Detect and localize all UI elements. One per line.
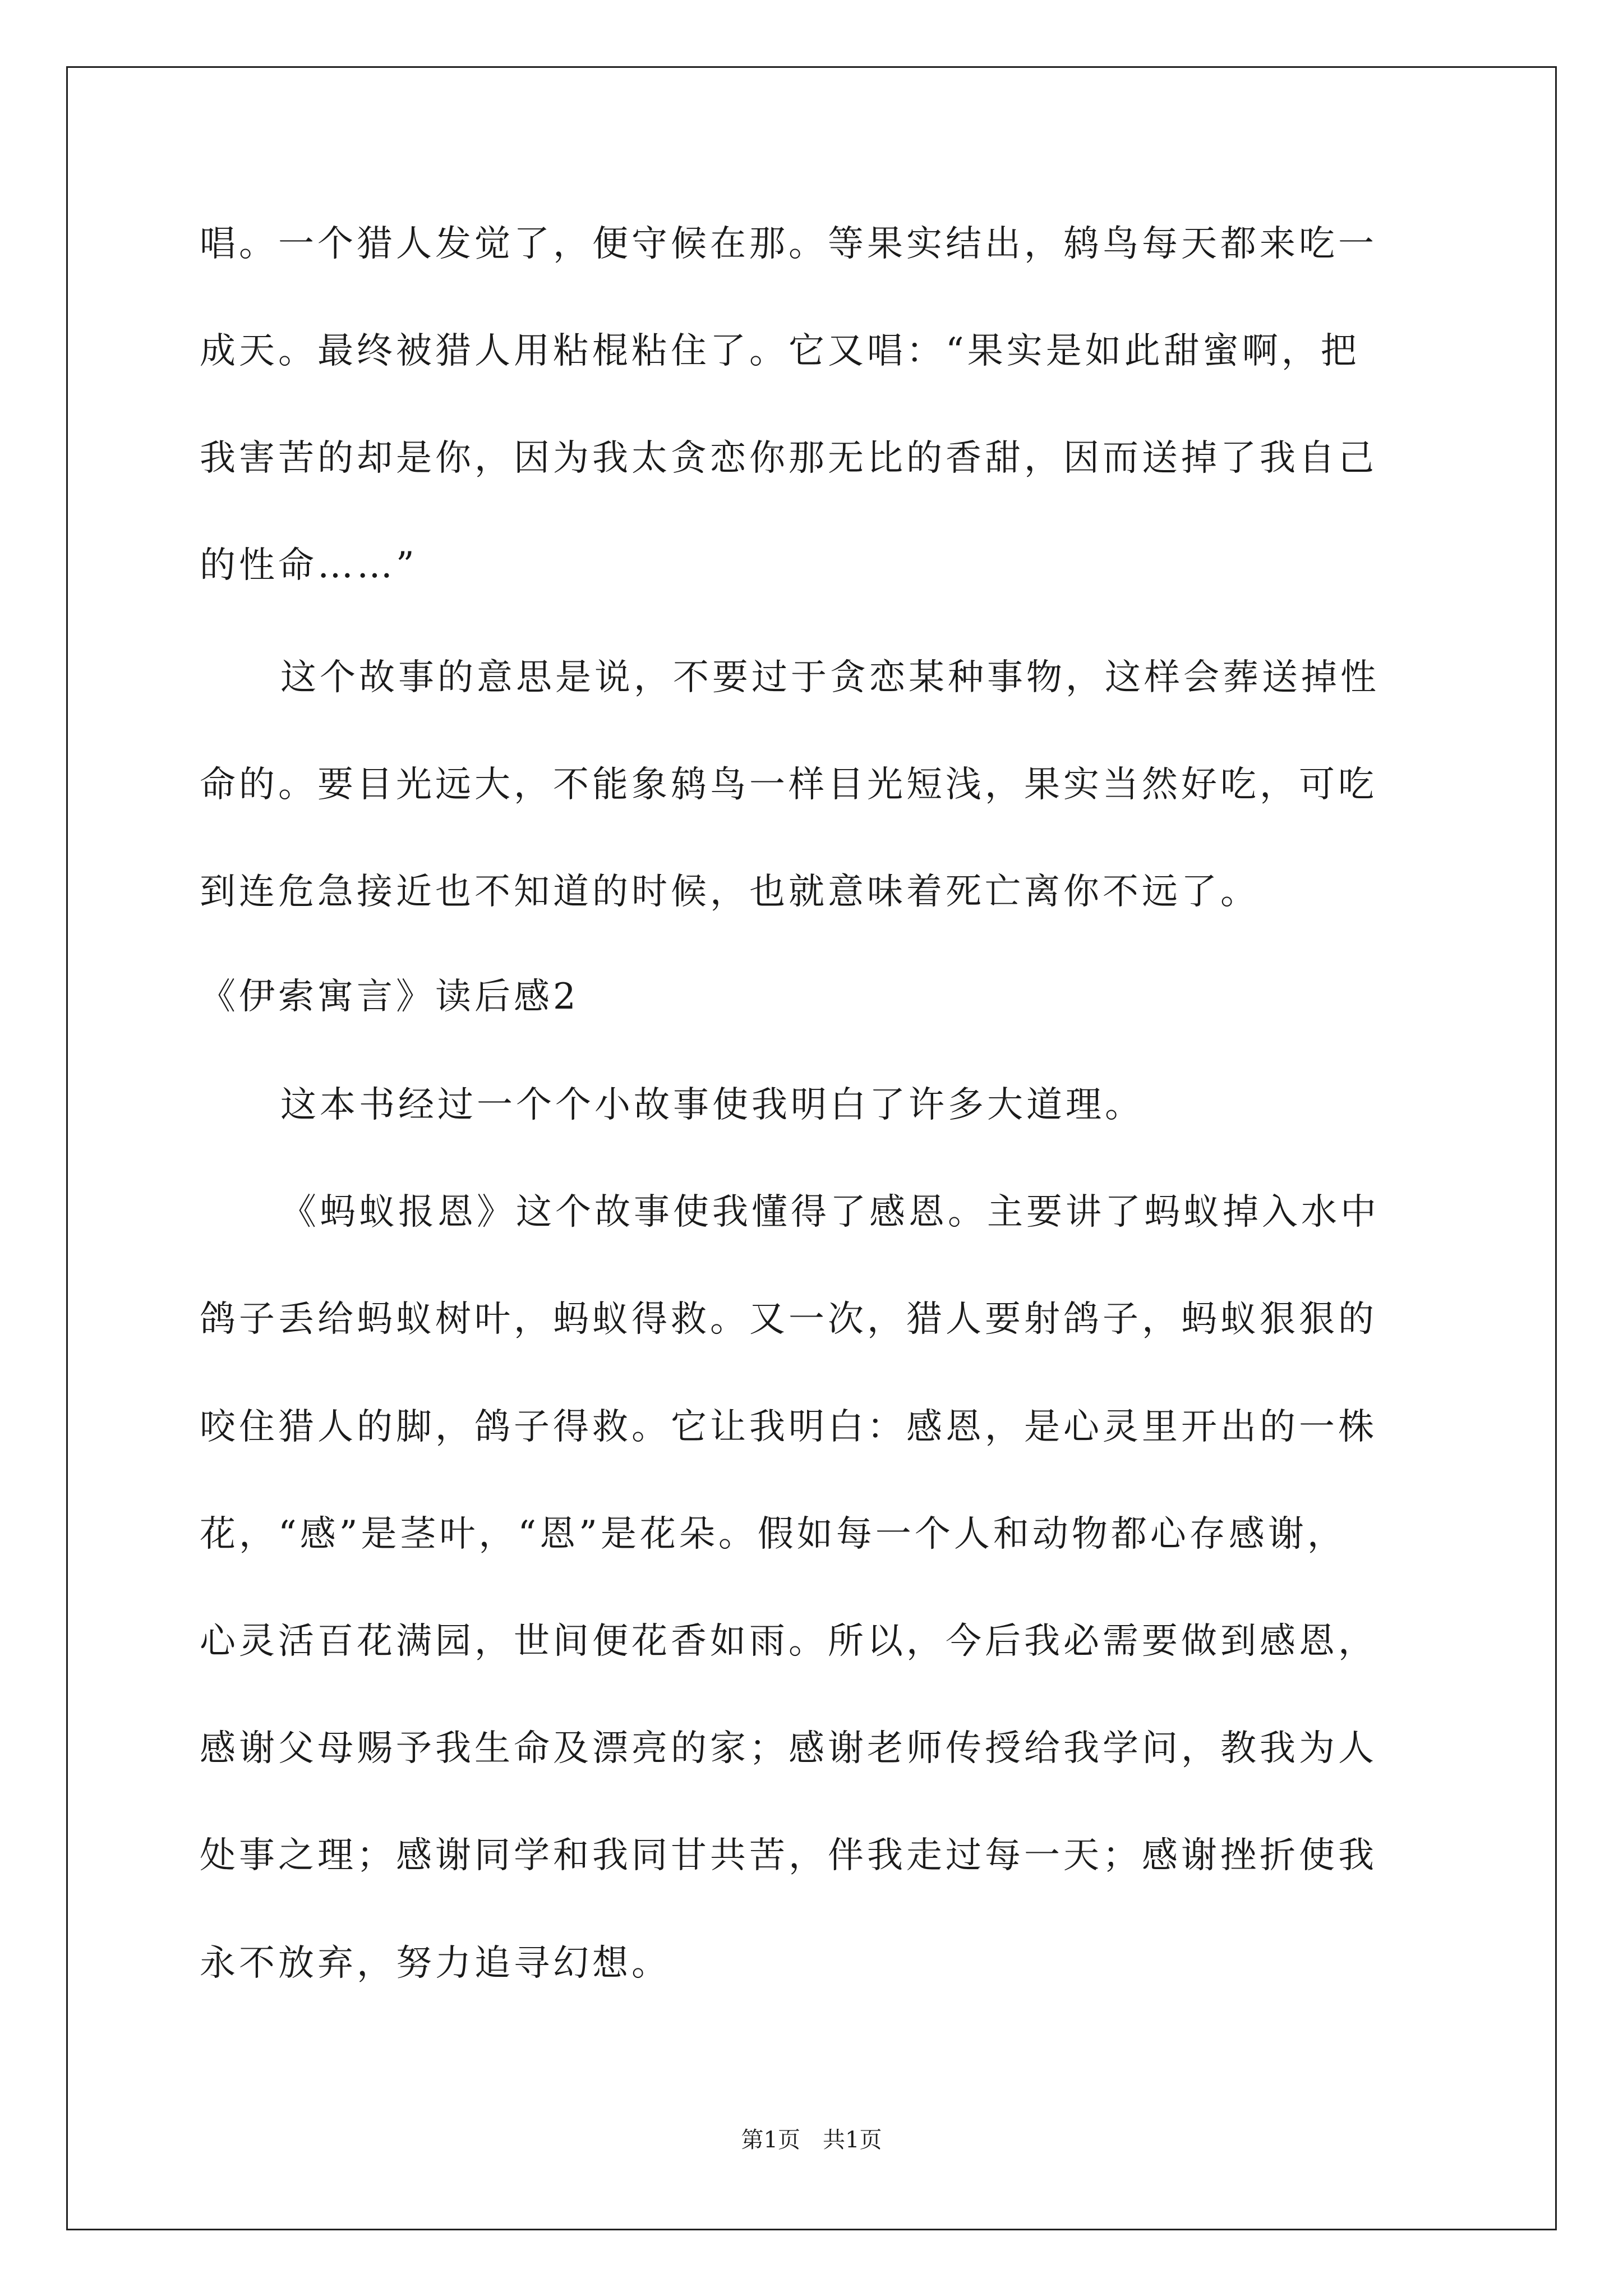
paragraph-line: 花，“感”是茎叶，“恩”是花朵。假如每一个人和动物都心存感谢， (200, 1513, 1347, 1555)
paragraph-line: 唱。一个猎人发觉了，便守候在那。等果实结出，鸫鸟每天都来吃一 (200, 223, 1377, 265)
paragraph-line: 命的。要目光远大，不能象鸫鸟一样目光短浅，果实当然好吃，可吃 (200, 764, 1377, 806)
paragraph-line: 的性命……” (200, 545, 418, 586)
paragraph-line: 处事之理；感谢同学和我同甘共苦，伴我走过每一天；感谢挫折使我 (200, 1835, 1377, 1876)
paragraph-line: 咬住猎人的脚，鸽子得救。它让我明白：感恩，是心灵里开出的一株 (200, 1406, 1377, 1448)
paragraph-line: 成天。最终被猎人用粘棍粘住了。它又唱：“果实是如此甜蜜啊，把 (200, 330, 1360, 372)
paragraph-line: 永不放弃，努力追寻幻想。 (200, 1943, 671, 1984)
section-heading: 《伊索寓言》读后感2 (200, 976, 579, 1018)
paragraph-line: 这本书经过一个个小故事使我明白了许多大道理。 (280, 1084, 1144, 1126)
paragraph-line: 《蚂蚁报恩》这个故事使我懂得了感恩。主要讲了蚂蚁掉入水中 (280, 1191, 1380, 1233)
page-number-footer: 第1页 共1页 (741, 2127, 882, 2153)
paragraph-line: 鸽子丢给蚂蚁树叶，蚂蚁得救。又一次，猎人要射鸽子，蚂蚁狠狠的 (200, 1299, 1377, 1340)
paragraph-line: 心灵活百花满园，世间便花香如雨。所以，今后我必需要做到感恩， (200, 1621, 1377, 1662)
page-border (66, 66, 1557, 2230)
paragraph-line: 我害苦的却是你，因为我太贪恋你那无比的香甜，因而送掉了我自己 (200, 438, 1377, 479)
paragraph-line: 感谢父母赐予我生命及漂亮的家；感谢老师传授给我学问，教我为人 (200, 1728, 1377, 1769)
paragraph-line: 这个故事的意思是说，不要过于贪恋某种事物，这样会葬送掉性 (280, 657, 1380, 698)
paragraph-line: 到连危急接近也不知道的时候，也就意味着死亡离你不远了。 (200, 871, 1260, 913)
